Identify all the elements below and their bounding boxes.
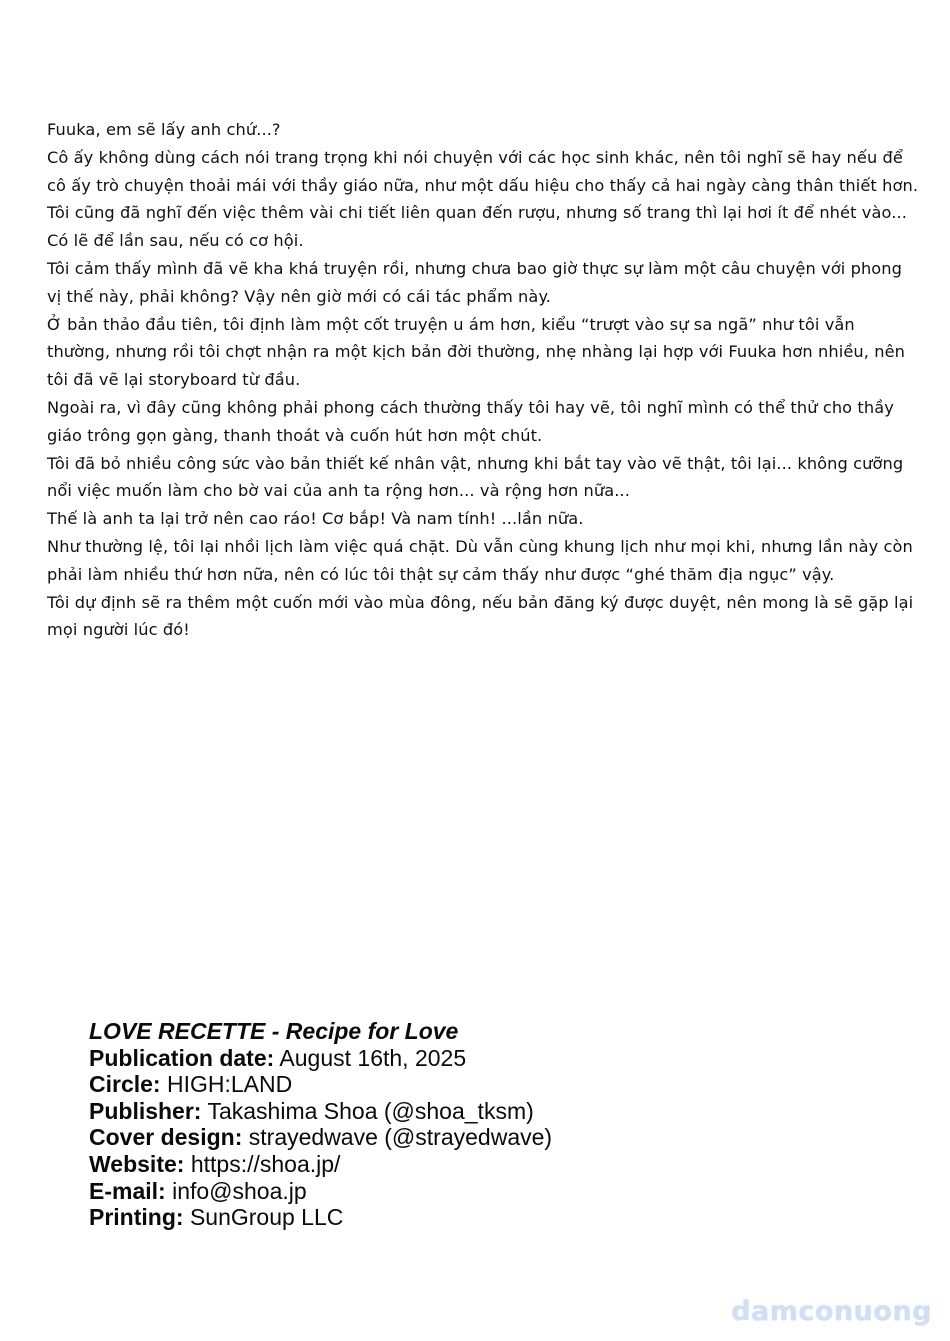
colophon-row-publication-date	[89, 1045, 729, 1072]
colophon-row-email	[89, 1178, 729, 1205]
afterword-paragraph: Tôi cảm thấy mình đã vẽ kha khá truyện rồi, nhưng chưa bao giờ thực sự làm một câu chuyện với phong vị thế này, phải không? Vậy nên giờ mới có cái tác phẩm này.	[47, 258, 903, 306]
afterword-paragraph: Ở bản thảo đầu tiên, tôi định làm một cốt truyện u ám hơn, kiểu “trượt vào sự sa ngã” như tôi vẫn thường, nhưng rồi tôi chợt nhận ra một kịch bản đời thường, nhẹ nhàng lại hợp với Fuuka hơn nhiều, nên tôi đã vẽ lại storyboard từ đầu.	[47, 314, 906, 390]
afterword-paragraph: Tôi đã bỏ nhiều công sức vào bản thiết kế nhân vật, nhưng khi bắt tay vào vẽ thật, tôi lại... không cưỡng nổi việc muốn làm cho bờ vai của anh ta rộng hơn... và rộng hơn nữa...	[47, 453, 904, 501]
afterword-paragraph: Ngoài ra, vì đây cũng không phải phong cách thường thấy tôi hay vẽ, tôi nghĩ mình có thể thử cho thầy giáo trông gọn gàng, thanh thoát và cuốn hút hơn một chút.	[47, 397, 894, 445]
afterword-paragraph: Có lẽ để lần sau, nếu có cơ hội.	[47, 231, 304, 251]
afterword-paragraph: Tôi dự định sẽ ra thêm một cuốn mới vào mùa đông, nếu bản đăng ký được duyệt, nên mong là sẽ gặp lại mọi người lúc đó!	[47, 592, 914, 640]
colophon	[89, 1018, 729, 1231]
colophon-value: SunGroup LLC	[189, 1204, 344, 1231]
colophon-row-publisher	[89, 1098, 729, 1125]
colophon-row-website	[89, 1151, 729, 1178]
colophon-value: https://shoa.jp/	[190, 1150, 341, 1177]
colophon-row-printing	[89, 1204, 729, 1231]
colophon-label: Website:	[89, 1150, 185, 1177]
colophon-label: Printing:	[89, 1204, 184, 1231]
colophon-row-circle	[89, 1071, 729, 1098]
afterword-text	[47, 116, 919, 644]
colophon-label: Publisher:	[89, 1097, 202, 1124]
afterword-paragraph: Tôi cũng đã nghĩ đến việc thêm vài chi tiết liên quan đến rượu, nhưng số trang thì lại hơi ít để nhét vào...	[47, 203, 907, 223]
colophon-value: August 16th, 2025	[279, 1044, 467, 1071]
colophon-title: LOVE RECETTE - Recipe for Love	[89, 1018, 459, 1044]
colophon-value: HIGH:LAND	[166, 1071, 293, 1098]
colophon-label: E-mail:	[89, 1177, 166, 1204]
watermark: damconuong	[731, 1296, 932, 1327]
colophon-label: Publication date:	[89, 1044, 275, 1071]
colophon-label: Circle:	[89, 1071, 161, 1098]
afterword-paragraph: Thế là anh ta lại trở nên cao ráo! Cơ bắp! Và nam tính! ...lần nữa.	[47, 509, 584, 529]
colophon-value: Takashima Shoa (@shoa_tksm)	[207, 1097, 534, 1124]
colophon-label: Cover design:	[89, 1124, 243, 1151]
afterword-paragraph: Như thường lệ, tôi lại nhồi lịch làm việc quá chặt. Dù vẫn cùng khung lịch như mọi khi, nhưng lần này còn phải làm nhiều thứ hơn nữa, nên có lúc tôi thật sự cảm thấy như được “ghé thăm địa ngục” vậy.	[47, 536, 913, 584]
afterword-paragraph: Cô ấy không dùng cách nói trang trọng khi nói chuyện với các học sinh khác, nên tôi nghĩ sẽ hay nếu để cô ấy trò chuyện thoải mái với thầy giáo nữa, như một dấu hiệu cho thấy cả hai ngày càng thân thiết hơn.	[47, 147, 919, 195]
colophon-value: strayedwave (@strayedwave)	[248, 1124, 553, 1151]
afterword-paragraph: Fuuka, em sẽ lấy anh chứ...?	[47, 120, 281, 139]
colophon-row-cover-design	[89, 1124, 729, 1151]
colophon-value: info@shoa.jp	[172, 1177, 307, 1204]
